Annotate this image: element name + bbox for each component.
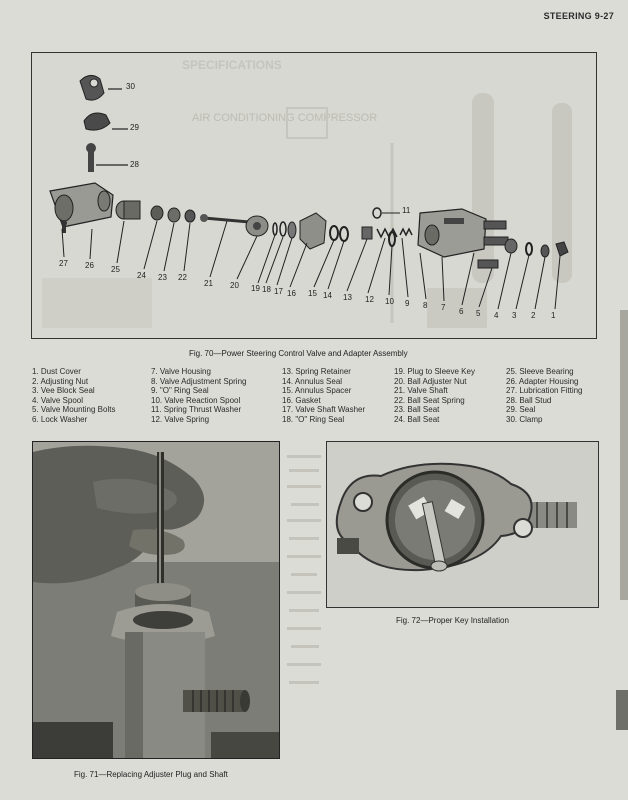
bleed-through-lines <box>285 445 325 745</box>
part-ball-adjuster-nut <box>246 216 268 236</box>
callout-3: 3 <box>512 311 517 320</box>
callout-29: 29 <box>130 123 139 132</box>
figure-72-photo <box>326 441 599 608</box>
figure-72-caption: Fig. 72—Proper Key Installation <box>396 616 509 625</box>
legend-item: 4. Valve Spool <box>32 395 83 405</box>
legend-item: 18. "O" Ring Seal <box>282 414 345 424</box>
callout-11: 11 <box>402 206 411 215</box>
callout-5: 5 <box>476 309 481 318</box>
part-valve-spool <box>505 239 517 253</box>
legend-column-3 <box>282 367 365 424</box>
figure-70-illustration <box>31 52 597 339</box>
callout-6: 6 <box>459 307 464 316</box>
callout-25: 25 <box>111 265 120 274</box>
legend-item: 19. Plug to Sleeve Key <box>394 367 475 376</box>
part-valve-shaft-washer <box>288 222 296 238</box>
part-valve-adjustment-spring <box>400 229 412 235</box>
legend-item: 17. Valve Shaft Washer <box>282 405 366 414</box>
page-header: STEERING 9-27 <box>543 11 614 21</box>
callout-13: 13 <box>343 293 352 302</box>
legend-item: 23. Ball Seat <box>394 405 440 414</box>
callout-17: 17 <box>274 287 283 296</box>
legend-item: 30. Clamp <box>506 414 543 424</box>
part-vee-block-seal <box>526 243 532 255</box>
key-installation-photo <box>327 442 598 607</box>
callout-22: 22 <box>178 273 187 282</box>
callout-24: 24 <box>137 271 146 280</box>
part-ball-seat-spring <box>185 210 195 222</box>
figure-70-caption: Fig. 70—Power Steering Control Valve and Adapter Assembly <box>189 349 408 358</box>
hand-adjuster-photo <box>33 442 279 758</box>
legend-column-5 <box>506 367 583 424</box>
bleed-through-heading: SPECIFICATIONS <box>182 58 282 72</box>
legend-item: 14. Annulus Seal <box>282 376 343 386</box>
legend-item: 2. Adjusting Nut <box>32 376 89 386</box>
legend-item: 10. Valve Reaction Spool <box>151 395 241 405</box>
legend-item: 7. Valve Housing <box>151 367 211 376</box>
legend-item: 6. Lock Washer <box>32 414 88 424</box>
legend-item: 5. Valve Mounting Bolts <box>32 405 116 414</box>
callout-10: 10 <box>385 297 394 306</box>
callout-8: 8 <box>423 301 428 310</box>
legend-column-4 <box>394 367 475 424</box>
callout-20: 20 <box>230 281 239 290</box>
part-adapter-housing <box>50 183 113 227</box>
legend-item: 3. Vee Block Seal <box>32 386 95 395</box>
callout-30: 30 <box>126 82 135 91</box>
legend-item: 26. Adapter Housing <box>506 376 579 386</box>
legend-item: 27. Lubrication Fitting <box>506 386 583 395</box>
callout-12: 12 <box>365 295 374 304</box>
bleed-through-title: AIR CONDITIONING COMPRESSOR <box>192 112 378 124</box>
part-key <box>273 223 277 235</box>
legend-item: 15. Annulus Spacer <box>282 386 352 395</box>
part-adjusting-nut <box>541 245 549 257</box>
callout-27: 27 <box>59 259 68 268</box>
section-thumb-tab <box>616 690 628 730</box>
callout-2: 2 <box>531 311 536 320</box>
callout-26: 26 <box>85 261 94 270</box>
callout-4: 4 <box>494 311 499 320</box>
legend-item: 22. Ball Seat Spring <box>394 395 465 405</box>
part-ball-stud <box>86 143 128 172</box>
legend-item: 29. Seal <box>506 405 536 414</box>
callout-16: 16 <box>287 289 296 298</box>
callout-18: 18 <box>262 285 271 294</box>
callout-28: 28 <box>130 160 139 169</box>
legend-item: 8. Valve Adjustment Spring <box>151 376 247 386</box>
part-o-ring-seal <box>280 222 286 236</box>
callout-15: 15 <box>308 289 317 298</box>
legend-item: 12. Valve Spring <box>151 414 210 424</box>
callout-23: 23 <box>158 273 167 282</box>
legend-item: 25. Sleeve Bearing <box>506 367 574 376</box>
legend-column-1 <box>32 367 115 424</box>
callout-21: 21 <box>204 279 213 288</box>
part-ball-seat-2 <box>168 208 180 222</box>
legend-item: 21. Valve Shaft <box>394 386 448 395</box>
legend-item: 28. Ball Stud <box>506 395 552 405</box>
callout-1: 1 <box>551 311 556 320</box>
legend-item: 1. Dust Cover <box>32 367 81 376</box>
legend-item: 13. Spring Retainer <box>282 367 351 376</box>
figure-71-photo <box>32 441 280 759</box>
part-valve-housing <box>418 209 486 257</box>
part-sleeve-bearing-body <box>124 201 140 219</box>
legend-item: 9. "O" Ring Seal <box>151 386 209 395</box>
part-annulus-seal <box>340 227 348 241</box>
legend-item: 24. Ball Seat <box>394 414 440 424</box>
figure-71-caption: Fig. 71—Replacing Adjuster Plug and Shaft <box>74 770 228 779</box>
part-seal <box>84 113 128 130</box>
legend-column-2 <box>151 367 246 424</box>
callout-7: 7 <box>441 303 446 312</box>
parts-legend <box>32 367 612 429</box>
part-spring-thrust-washer <box>373 208 381 218</box>
part-clamp <box>80 75 122 100</box>
part-spring-retainer <box>362 227 372 239</box>
callout-19: 19 <box>251 284 260 293</box>
callout-9: 9 <box>405 299 410 308</box>
legend-item: 11. Spring Thrust Washer <box>151 405 242 414</box>
part-annulus-spacer <box>330 226 338 240</box>
part-ball-seat <box>151 206 163 220</box>
legend-item: 16. Gasket <box>282 395 321 405</box>
part-gasket <box>300 213 326 249</box>
legend-item: 20. Ball Adjuster Nut <box>394 376 467 386</box>
callout-14: 14 <box>323 291 332 300</box>
page-edge-shadow <box>620 310 628 600</box>
